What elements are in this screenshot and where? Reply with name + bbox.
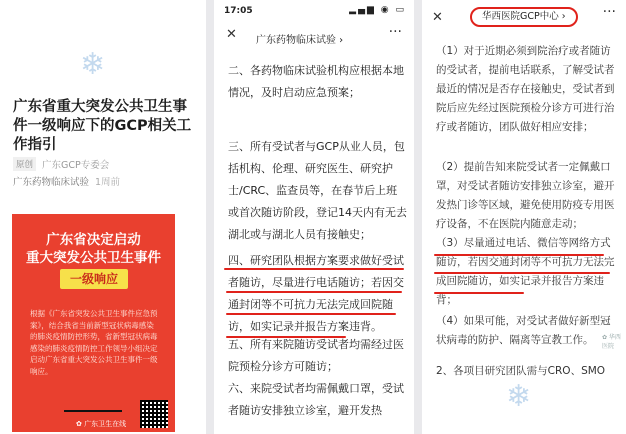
account-name-link[interactable]: 广东药物临床试验 <box>13 177 90 188</box>
status-icons: ▂▄▆ ◉ ▭ <box>349 5 406 15</box>
highlight-underline <box>224 268 404 270</box>
item-4: （4）如果可能，对受试者做好新型冠状病毒的防护、隔离等宣教工作。 <box>436 315 611 346</box>
virus-icon: ❄ <box>506 379 532 414</box>
status-bar <box>214 0 414 22</box>
poster-footer: ✿ 广东卫生在线 <box>76 420 127 428</box>
original-tag: 原创 <box>13 157 36 171</box>
more-icon[interactable]: ··· <box>602 4 616 20</box>
item-2: （2）提前告知来院受试者一定佩戴口罩，对受试者随访安排独立诊室，避开发热门诊等区域，避免使用防疫专用医疗设备，不在医院内随意走动； <box>436 161 615 230</box>
highlight-underline <box>434 292 524 294</box>
article-meta <box>13 157 109 171</box>
mid-article-screen <box>214 0 414 434</box>
paragraph-3: 三、所有受试者与GCP从业人员，包括机构、伦理、研究医生、研究护士/CRC、监查员等，在春节后上班或首次随访阶段，登记14天内有无去湖北或与湖北人员有接触史； <box>228 140 407 241</box>
more-icon[interactable]: ··· <box>388 24 402 40</box>
poster-badge: 一级响应 <box>60 269 128 289</box>
close-icon[interactable]: ✕ <box>432 10 443 25</box>
left-article-screen <box>0 0 206 434</box>
announcement-poster <box>12 214 175 432</box>
poster-headline-1: 广东省决定启动 <box>46 232 141 248</box>
highlight-underline <box>226 313 396 315</box>
poster-headline-2: 重大突发公共卫生事件 <box>26 250 161 266</box>
highlight-underline <box>434 254 604 256</box>
article-title: 广东省重大突发公共卫生事件一级响应下的GCP相关工作指引 <box>13 99 192 153</box>
highlight-underline <box>226 291 402 293</box>
highlight-underline <box>434 272 610 274</box>
item-section-2: 2、各项目研究团队需与CRO、SMO <box>436 365 606 377</box>
paragraph-2: 二、各药物临床试验机构应根据本地情况，及时启动应急预案； <box>228 64 404 99</box>
item-1: （1）对于近期必须到院治疗或者随访的受试者，提前电话联系，了解受试者最近的情况是否存在接触史，受试者到院后应先经过医院预检分诊方可进行治疗或者随访，团队做好相应安排； <box>436 45 615 133</box>
paragraph-6: 六、来院受试者均需佩戴口罩，受试者随访安排独立诊室，避开发热 <box>228 382 404 417</box>
publish-time: 1周前 <box>95 177 121 188</box>
account-title-link[interactable]: 广东药物临床试验 › <box>256 35 344 46</box>
article-account-row <box>13 174 120 188</box>
highlight-underline <box>226 336 346 338</box>
virus-icon: ❄ <box>80 47 106 82</box>
status-time: 17:05 <box>224 6 253 16</box>
watermark: ✿ 华西医院 <box>602 334 621 350</box>
poster-body: 根据《广东省突发公共卫生事件应急预案》，结合我省当前新型冠状病毒感染的肺炎疫情防控形势，省新型冠状病毒感染的肺炎疫情防控工作领导小组决定启动广东省重大突发公共卫生事件一级响应。 <box>30 309 158 376</box>
right-article-screen <box>422 0 626 434</box>
panel-divider <box>414 0 422 434</box>
nav-bar <box>214 22 414 50</box>
ink-mark <box>64 410 122 412</box>
paragraph-5: 五、所有来院随访受试者均需经过医院预检分诊方可随访； <box>228 338 404 373</box>
panel-divider <box>206 0 214 434</box>
close-icon[interactable]: ✕ <box>226 27 237 42</box>
qr-code-icon <box>140 400 168 428</box>
paragraph-4: 四、研究团队根据方案要求做好受试者随访，尽量进行电话随访；若因交通封闭等不可抗力无法完成回院随访，如实记录并报告方案违背。 <box>228 254 404 333</box>
account-title-link[interactable]: 华西医院GCP中心 › <box>470 7 578 27</box>
item-3: （3）尽量通过电话、微信等网络方式随访，若因交通封闭等不可抗力无法完成回院随访，如实记录并报告方案违背； <box>436 237 615 306</box>
article-source: 广东GCP专委会 <box>42 160 110 171</box>
